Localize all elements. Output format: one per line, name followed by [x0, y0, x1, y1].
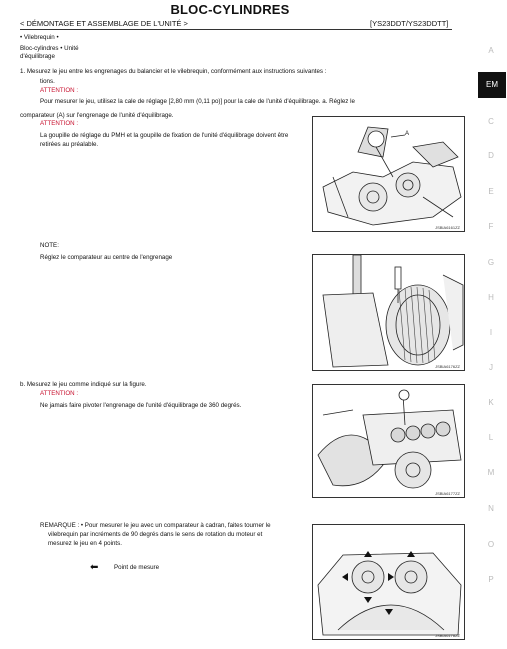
nav-line-3[interactable]: d'équilibrage [20, 53, 55, 60]
figure-2 [312, 254, 465, 371]
sidebar-tab-l[interactable]: L [488, 433, 494, 442]
remark-line-1: REMARQUE : • Pour mesurer le jeu avec un comparateur à cadran, faites tourner le [40, 522, 271, 529]
sidebar-tab-a[interactable]: A [488, 46, 494, 55]
sidebar-tab-j[interactable]: J [489, 363, 493, 372]
sidebar-tab-o[interactable]: O [487, 540, 495, 549]
sidebar-tab-c[interactable]: C [488, 117, 494, 126]
figure-1 [312, 116, 465, 232]
nav-line-1[interactable]: • Vilebrequin • [20, 34, 59, 41]
attention-label: ATTENTION : [40, 120, 79, 127]
sidebar-tab-p[interactable]: P [488, 575, 494, 584]
remark-line-3: mesurez le jeu en 4 points. [48, 540, 122, 547]
note-label: NOTE: [40, 242, 59, 249]
caution-text-1: La goupille de réglage du PMH et la goupille de fixation de l'unité d'équilibrage doivent être [40, 132, 289, 139]
sidebar-tab-g[interactable]: G [487, 258, 495, 267]
step1-text-b: tions. [40, 78, 55, 85]
step1-text-c: Pour mesurer le jeu, utilisez la cale de réglage [2,80 mm (0,11 po)] pour la cale de l'unité d'équilibrage. a. Réglez le [40, 98, 355, 105]
legend-label: Point de mesure [114, 564, 160, 571]
caution-text-2: retirées au préalable. [40, 141, 99, 148]
header-divider [20, 29, 452, 30]
sidebar-tab-m[interactable]: M [487, 468, 495, 477]
attention-label: ATTENTION : [40, 390, 79, 397]
model-code: [YS23DDT/YS23DDTT] [370, 19, 449, 28]
measure-point-arrow-icon: ⬅ [90, 562, 99, 573]
figure-code: JSBIA6177ZZ [435, 491, 460, 496]
gear-closeup-illustration [313, 255, 464, 370]
figure-code: JSBIA6161ZZ [435, 225, 460, 230]
sidebar-tab-f[interactable]: F [488, 222, 494, 231]
engine-dial-gauge-illustration [313, 117, 464, 231]
figure-code: JSBIA6176ZZ [435, 364, 460, 369]
sidebar-tab-d[interactable]: D [488, 151, 494, 160]
breadcrumb: < DÉMONTAGE ET ASSEMBLAGE DE L'UNITÉ > [20, 19, 188, 28]
sidebar-tab-e[interactable]: E [488, 187, 494, 196]
step-b-text: b. Mesurez le jeu comme indiqué sur la figure. [20, 381, 147, 388]
figure-3 [312, 384, 465, 498]
figure-code: JSBIA6178ZZ [435, 633, 460, 638]
sidebar-tab-h[interactable]: H [488, 293, 494, 302]
sidebar-tab-em-active[interactable]: EM [478, 72, 506, 98]
step1-text-a: 1. Mesurez le jeu entre les engrenages du balancier et le vilebrequin, conformément aux instructions suivantes : [20, 68, 327, 75]
nav-line-2[interactable]: Bloc-cylindres • Unité [20, 45, 79, 52]
step1-text-d: comparateur (A) sur l'engrenage de l'unité d'équilibrage. [20, 112, 174, 119]
sidebar-tab-k[interactable]: K [488, 398, 494, 407]
attention-label: ATTENTION : [40, 87, 79, 94]
sidebar-tab-i[interactable]: I [489, 328, 493, 337]
note-text: Réglez le comparateur au centre de l'engrenage [40, 254, 173, 261]
figure-4 [312, 524, 465, 640]
figure-label-a: A [405, 131, 410, 137]
sidebar-tab-n[interactable]: N [488, 504, 494, 513]
gear-rotation-illustration [313, 385, 464, 497]
measurement-points-illustration [313, 525, 464, 639]
remark-line-2: vilebrequin par incréments de 90 degrés dans le sens de rotation du moteur et [48, 531, 263, 538]
page-title: BLOC-CYLINDRES [170, 2, 290, 17]
step-b-caution: Ne jamais faire pivoter l'engrenage de l'unité d'équilibrage de 360 degrés. [40, 402, 242, 409]
